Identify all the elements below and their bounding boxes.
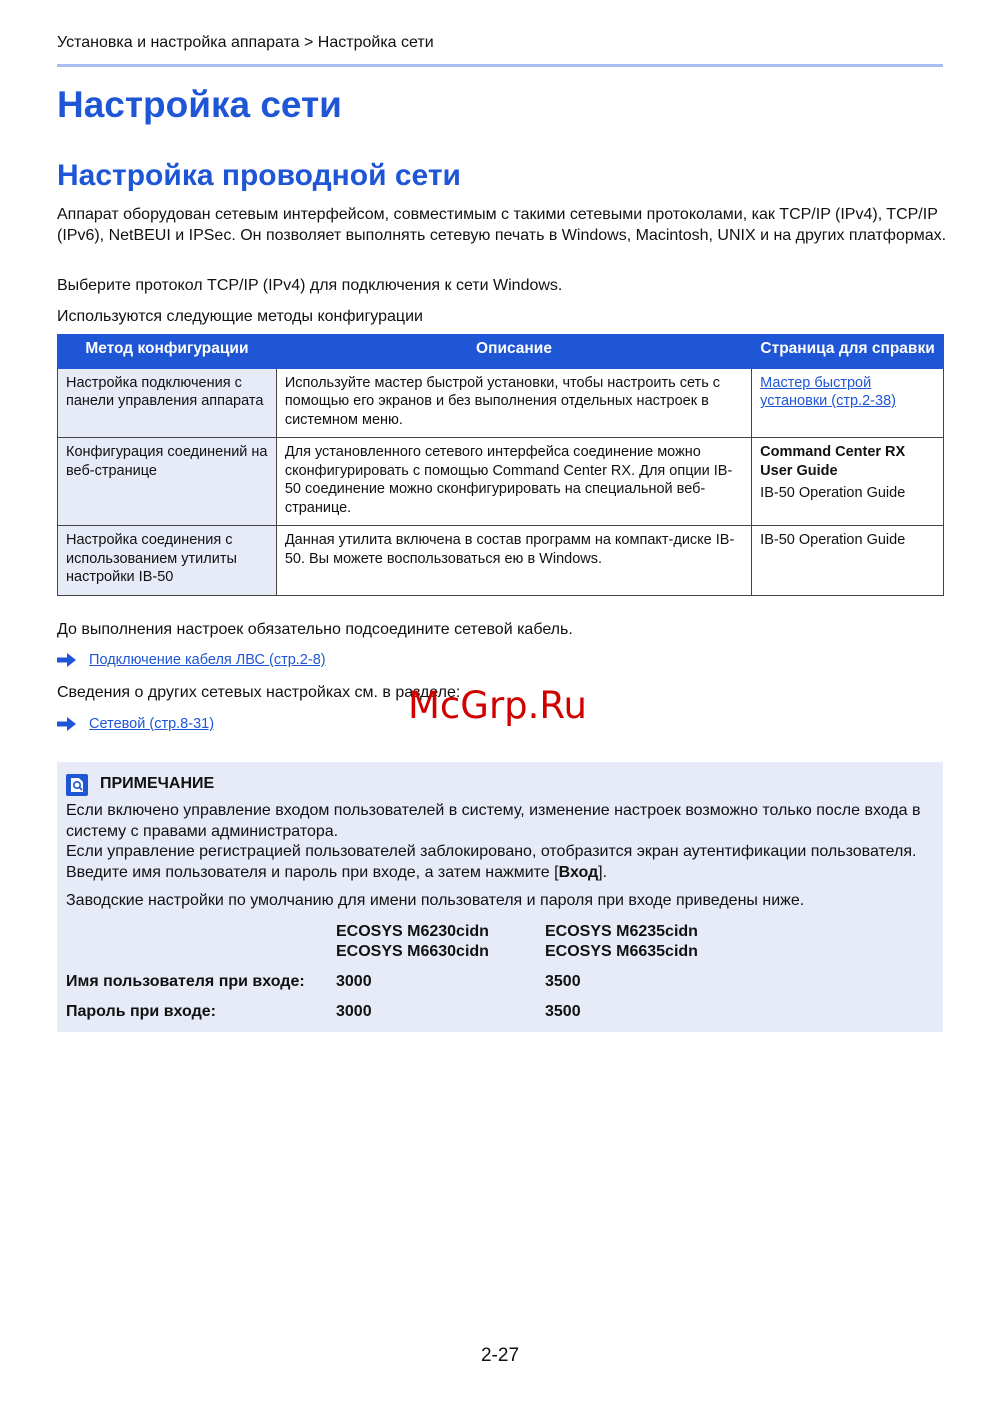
method-cell: Настройка подключения с панели управления аппарата <box>58 368 277 438</box>
arrow-right-icon <box>57 717 76 731</box>
header-description: Описание <box>276 335 751 369</box>
method-cell: Настройка соединения с использованием утилиты настройки IB-50 <box>58 526 277 596</box>
credentials-password-row <box>66 1002 926 1024</box>
login-value-a: 3000 <box>336 973 372 990</box>
page-title: Настройка сети <box>57 84 342 125</box>
model-a2: ECOSYS M6630cidn <box>336 943 489 960</box>
reference-guide: IB-50 Operation Guide <box>760 485 906 501</box>
login-key-label: Вход <box>558 863 599 881</box>
password-value-b: 3500 <box>545 1003 581 1020</box>
description-cell: Используйте мастер быстрой установки, чтобы настроить сеть с помощью его экранов и без выполнения отдельных настроек в системном меню. <box>276 368 751 438</box>
network-link[interactable] <box>57 716 214 732</box>
credentials-login-row <box>66 972 926 994</box>
method-cell: Конфигурация соединений на веб-странице <box>58 438 277 526</box>
table-header-row <box>58 335 944 369</box>
note-para-2-text: Если управление регистрацией пользователей заблокировано, отобразится экран аутентификации пользователя. Введите имя пользователя и пароль при входе, а затем нажмите [ <box>66 843 917 881</box>
header-method: Метод конфигурации <box>58 335 277 369</box>
note-icon <box>66 774 88 796</box>
table-row <box>58 368 944 438</box>
login-value-b: 3500 <box>545 973 581 990</box>
config-methods-table <box>57 334 944 596</box>
note-para-2-end: ]. <box>598 863 608 881</box>
header-reference: Страница для справки <box>752 335 944 369</box>
password-label: Пароль при входе: <box>66 1003 216 1020</box>
arrow-right-icon <box>57 653 76 667</box>
defaults-intro: Заводские настройки по умолчанию для имени пользователя и пароля при входе приведены ниже. <box>66 892 805 909</box>
cable-link-text[interactable]: Подключение кабеля ЛВС (стр.2-8) <box>89 652 326 669</box>
page-number: 2-27 <box>480 1345 520 1366</box>
reference-guide-bold: Command Center RX User Guide <box>760 444 906 479</box>
reference-cell <box>752 438 944 526</box>
reference-cell <box>752 368 944 438</box>
model-b2: ECOSYS M6635cidn <box>545 943 698 960</box>
password-value-a: 3000 <box>336 1003 372 1020</box>
intro-paragraph: Аппарат оборудован сетевым интерфейсом, совместимым с такими сетевыми протоколами, как TCP/IP (IPv4), TCP/IP (IPv6), NetBEUI и IPSec. Он позволяет выполнять сетевую печать в Windows, Macintosh, UNIX и на других платформах. <box>57 206 947 244</box>
watermark: McGrp.Ru <box>408 684 587 727</box>
reference-guide: IB-50 Operation Guide <box>760 532 906 548</box>
note-title: ПРИМЕЧАНИЕ <box>100 775 215 792</box>
note-box <box>57 762 943 1032</box>
description-cell: Для установленного сетевого интерфейса соединение можно сконфигурировать с помощью Command Center RX. Для опции IB-50 соединение можно сконфигурировать на специальной веб-странице. <box>276 438 751 526</box>
header-rule <box>57 64 943 67</box>
network-link-text[interactable]: Сетевой (стр.8-31) <box>89 716 215 733</box>
section-title: Настройка проводной сети <box>57 159 461 192</box>
cable-note: До выполнения настроек обязательно подсоедините сетевой кабель. <box>57 621 573 638</box>
credentials-models <box>66 922 926 964</box>
table-row <box>58 438 944 526</box>
note-para-1: Если включено управление входом пользователей в систему, изменение настроек возможно только после входа в систему с правами администратора. <box>66 802 921 840</box>
model-b1: ECOSYS M6235cidn <box>545 923 698 940</box>
quick-setup-link[interactable]: Мастер быстрой установки (стр.2-38) <box>760 374 896 409</box>
table-row <box>58 526 944 596</box>
model-a1: ECOSYS M6230cidn <box>336 923 489 940</box>
cable-link[interactable] <box>57 652 326 668</box>
reference-cell <box>752 526 944 596</box>
other-settings-note: Сведения о других сетевых настройках см. в разделе: <box>57 684 461 701</box>
description-cell: Данная утилита включена в состав программ на компакт-диске IB-50. Вы можете воспользоваться ею в Windows. <box>276 526 751 596</box>
breadcrumb: Установка и настройка аппарата > Настройка сети <box>57 34 434 51</box>
note-para-2 <box>66 842 936 883</box>
note-body <box>66 801 936 883</box>
login-label: Имя пользователя при входе: <box>66 973 305 990</box>
methods-intro: Используются следующие методы конфигурации <box>57 308 423 325</box>
protocol-paragraph: Выберите протокол TCP/IP (IPv4) для подключения к сети Windows. <box>57 277 563 294</box>
